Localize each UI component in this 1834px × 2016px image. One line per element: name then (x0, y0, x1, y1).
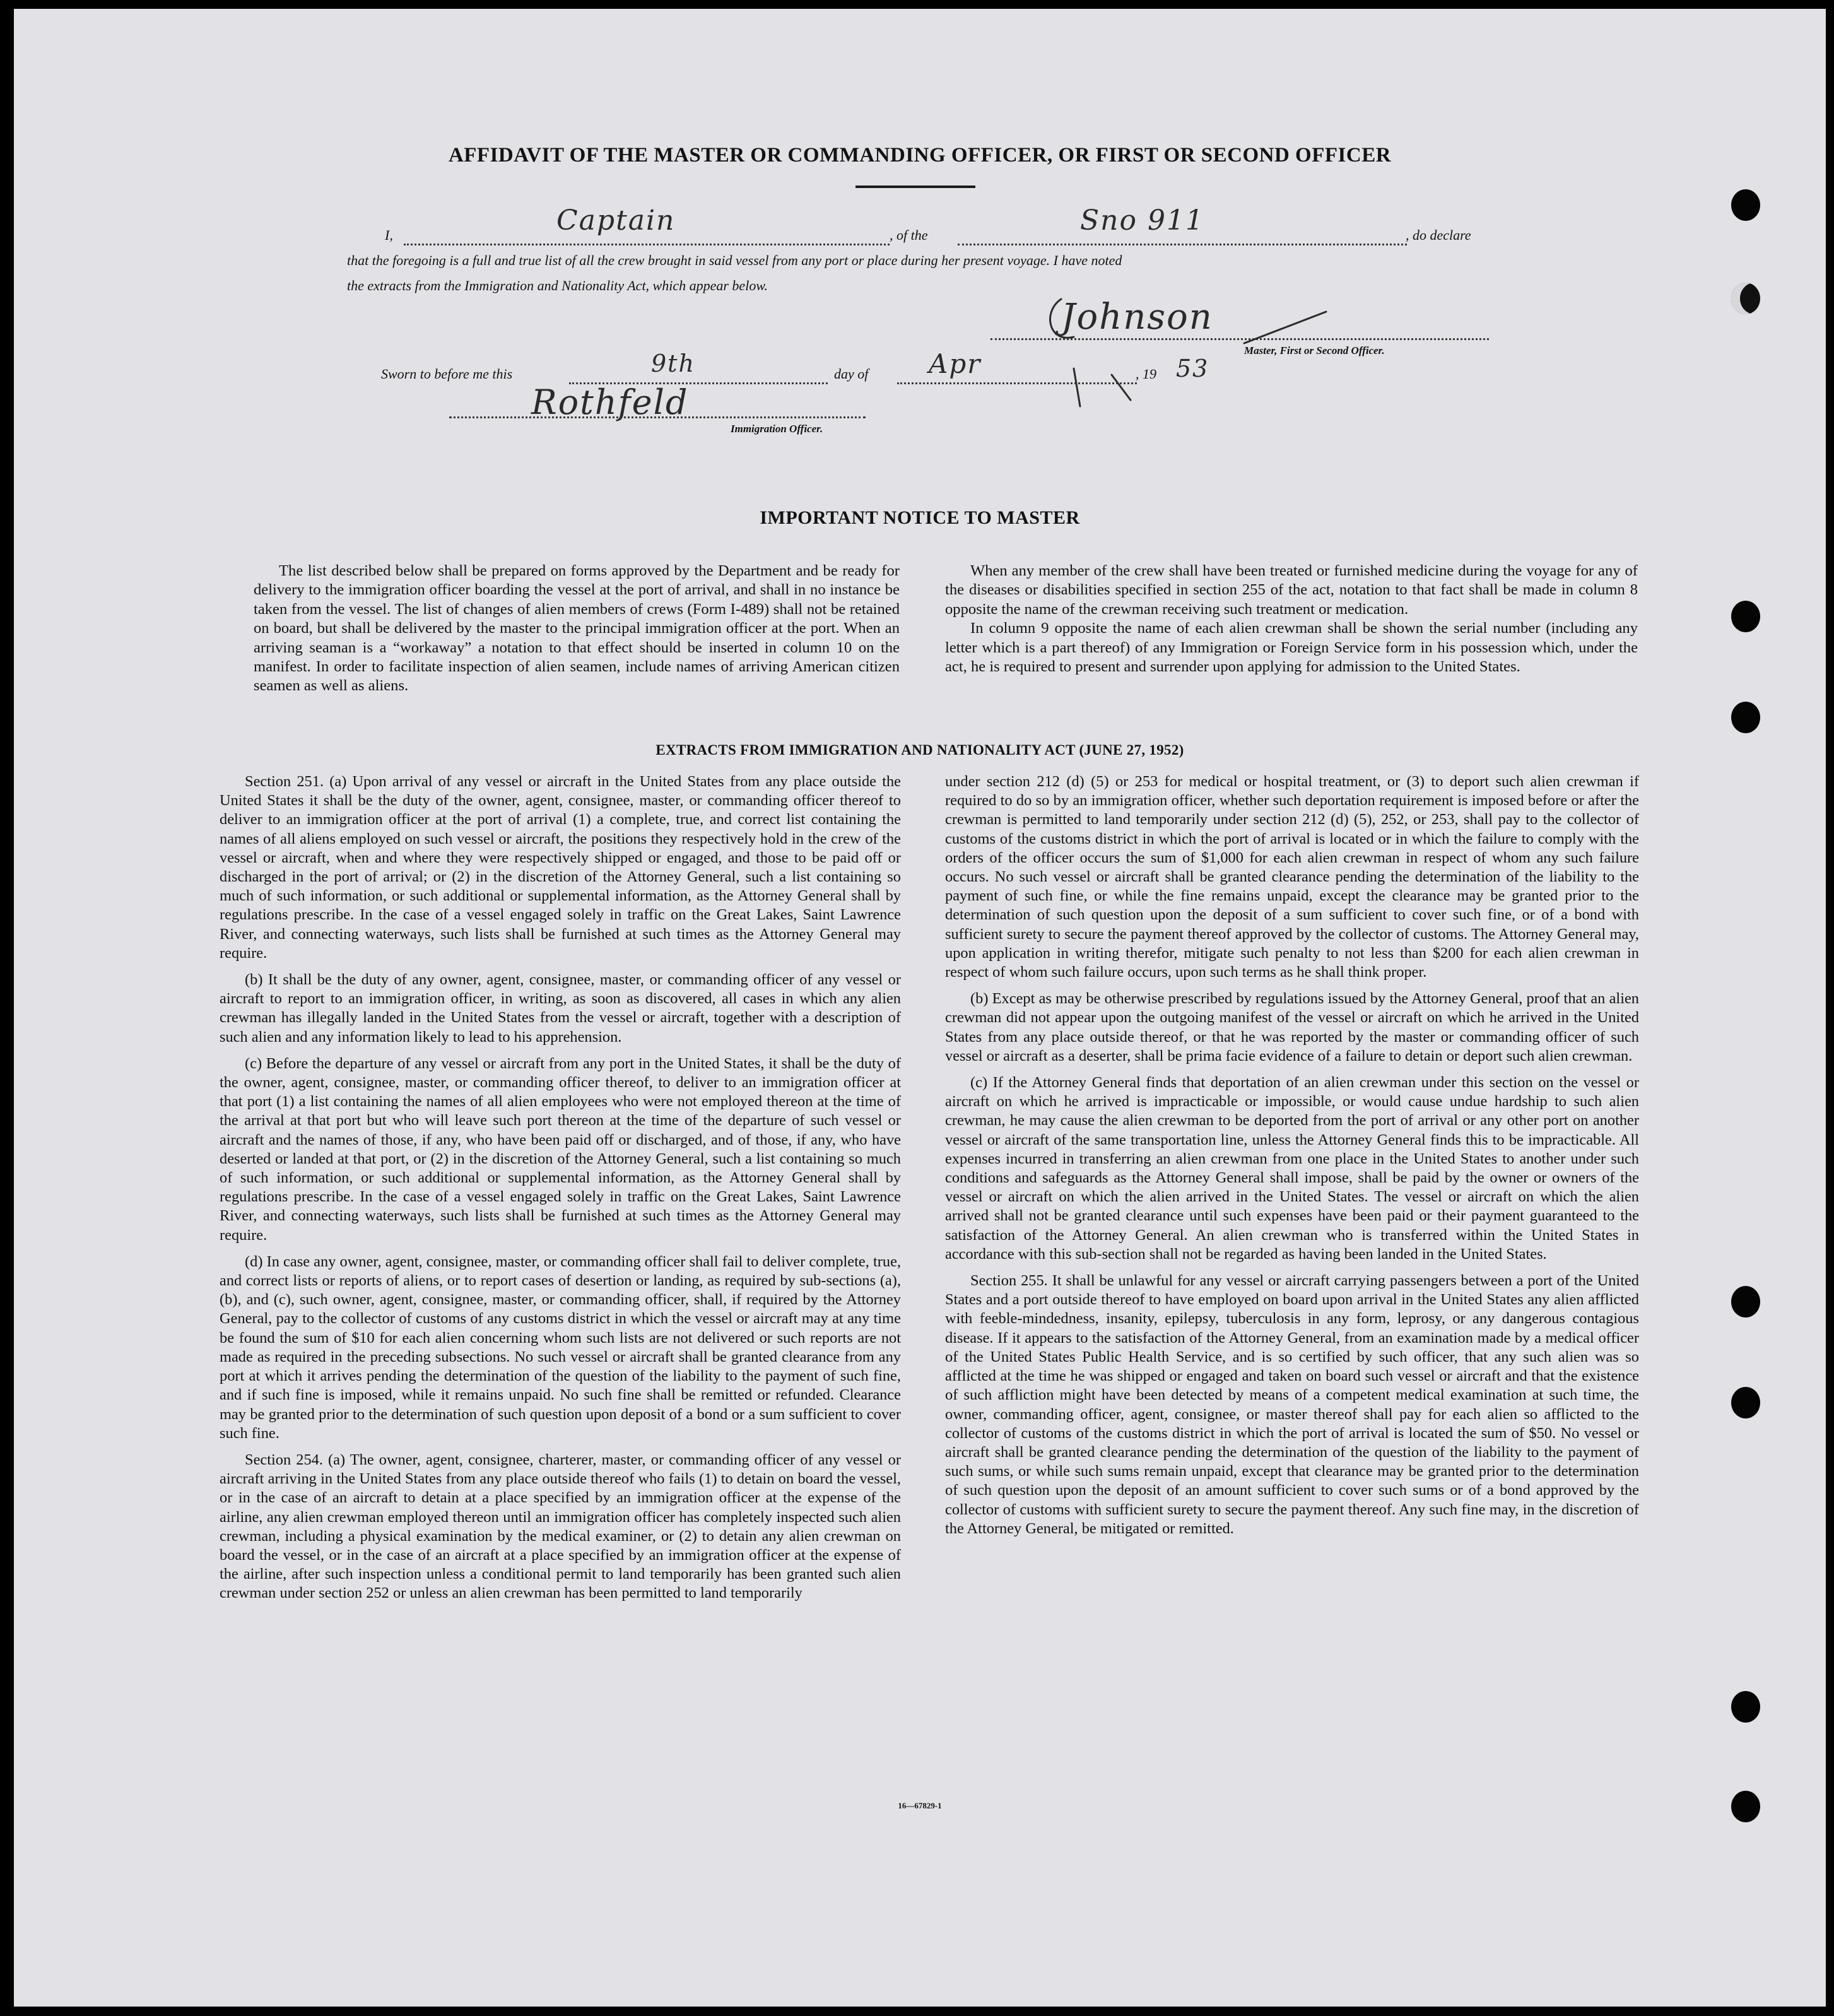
section-254-c: (c) If the Attorney General finds that deportation of an alien crewman under this section on the vessel or aircraft on which he arrived is impracticable or impossible, or would cause undue hardship to such alien crewman, he may cause the alien crewman to be deported from the port of arrival or any other port on another vessel or aircraft of the same transportation line, unless the Attorney General finds this to be impracticable. All expenses incurred in transferring an alien crewman from one place in the United States to another under such conditions and safeguards as the Attorney General shall impose, shall be paid by the owner or owners of the vessel or aircraft on which the alien arrived in the United States. The vessel or aircraft on which the alien arrived shall not be granted clearance until such expenses have been paid or their payment guaranteed to the satisfaction of the Attorney General. An alien crewman who is transferred within the United States in accordance with this sub-section shall not be regarded as having been landed in the United States. (945, 1074, 1639, 1263)
punch-hole (1731, 1791, 1760, 1822)
section-254-b: (b) Except as may be otherwise prescribed by regulations issued by the Attorney General, proof that an alien crewman did not appear upon the outgoing manifest of the vessel or aircraft on which he arrived in the United States from any place outside thereof, or that he was reported by the master or commanding officer of such vessel or aircraft as a deserter, shall be prima facie evidence of a failure to detain or deport such alien crewman. (945, 990, 1639, 1064)
declaration-line-1: that the foregoing is a full and true list of all the crew brought in said vessel from any port or place during her present voyage. I have noted (347, 252, 1122, 268)
punch-hole (1731, 1691, 1760, 1723)
extracts-right-column (945, 772, 1639, 1546)
section-254-a: Section 254. (a) The owner, agent, consignee, charterer, master, or commanding officer of any vessel or aircraft arriving in the United States from any place outside thereof who fails (1) to detain on board the vessel, or in the case of an aircraft to detain at a place specified by an immigration officer at the expense of the airline, any alien crewman employed thereon until an immigration officer has completely inspected such alien crewman, including a physical examination by the medical examiner, or (2) to detain any alien crewman on board the vessel, or in the case of an aircraft at a place specified by an immigration officer at the expense of the airline, after such inspection unless a conditional permit to land temporarily has been granted such alien crewman under section 252 or unless an alien crewman has been permitted to land temporarily (220, 1451, 901, 1602)
affidavit-title: AFFIDAVIT OF THE MASTER OR COMMANDING OFFICER, OR FIRST OR SECOND OFFICER (448, 144, 1392, 167)
label-of-the: , of the (890, 227, 928, 243)
punch-hole (1731, 1387, 1760, 1418)
section-251-c: (c) Before the departure of any vessel or aircraft from any port in the United States, it shall be the duty of the owner, agent, consignee, master, or commanding officer thereof, to deliver to an immigration officer at that port (1) a list containing the names of all alien employees who were not employed thereon at the time of the arrival at that port but who will leave such port thereon at the time of the departure of such vessel or aircraft and the names of those, if any, who have been paid off or discharged, and of those, if any, who have deserted or landed at that port, or (2) in the discretion of the Attorney General, such a list containing so much of such information, or such additional or supplemental information, as the Attorney General shall by regulations prescribe. In the case of a vessel engaged solely in traffic on the Great Lakes, Saint Lawrence River, and connecting waterways, such lists shall be furnished at such times as the Attorney General may require. (220, 1054, 901, 1244)
notice-title: IMPORTANT NOTICE TO MASTER (760, 507, 1080, 528)
punch-hole (1731, 601, 1760, 632)
label-day-of: day of (834, 366, 869, 382)
label-do-declare: , do declare (1406, 227, 1471, 243)
extracts-left-column (220, 772, 901, 1611)
sworn-label: Sworn to before me this (381, 366, 513, 382)
master-signature: Johnson (1061, 297, 1213, 338)
immigration-signature: Rothfeld (531, 382, 689, 422)
notice-right-paragraph-1: When any member of the crew shall have been treated or furnished medicine during the voyage for any of the diseases or disabilities specified in section 255 of the act, notation to that fact shall be made in column 8 opposite the name of the crewman receiving such treatment or medication. (945, 562, 1638, 618)
punch-hole (1731, 283, 1760, 314)
notice-left-paragraph: The list described below shall be prepared on forms approved by the Department and be ready for delivery to the immigration officer boarding the vessel at the port of arrival, and shall in no instance be taken from the vessel. The list of changes of alien members of crews (Form I-489) shall not be retained on board, but shall be delivered by the master to the principal immigration officer at the port. When an arriving seaman is a “workaway” a notation to that effect should be inserted in column 10 on the manifest. In order to facilitate inspection of alien seamen, include names of arriving American citizen seamen as well as aliens. (254, 562, 900, 695)
section-251-b: (b) It shall be the duty of any owner, agent, consignee, master, or commanding officer of any vessel or aircraft to report to an immigration officer, in writing, as soon as discovered, all cases in which any alien crewman has illegally landed in the United States from the vessel or aircraft, together with a description of such alien and any information likely to lead to his apprehension. (220, 971, 901, 1046)
immigration-caption: Immigration Officer. (731, 423, 823, 435)
form-number: 16—67829-1 (898, 1801, 942, 1810)
declaration-line-2: the extracts from the Immigration and Nationality Act, which appear below. (347, 278, 768, 293)
section-251-a: Section 251. (a) Upon arrival of any vessel or aircraft in the United States from any place outside the United States it shall be the duty of the owner, agent, consignee, master, or commanding officer thereof to deliver to an immigration officer at the port of arrival (1) a complete, true, and correct list containing the names of all aliens employed on such vessel or aircraft, the positions they respectively hold in the crew of the vessel or aircraft, when and where they were respectively shipped or engaged, and those to be paid off or discharged in the port of arrival; or (2) in the discretion of the Attorney General, such a list containing so much of such information, or such additional or supplemental information, as the Attorney General shall by regulations prescribe. In the case of a vessel engaged solely in traffic on the Great Lakes, Saint Lawrence River, and connecting waterways, such lists shall be furnished at such times as the Attorney General may require. (220, 773, 901, 962)
section-255: Section 255. It shall be unlawful for any vessel or aircraft carrying passengers between a port of the United States and a port outside thereof to have employed on board upon arrival in the United States any alien afflicted with feeble-mindedness, insanity, epilepsy, tuberculosis in any form, leprosy, or any dangerous contagious disease. If it appears to the satisfaction of the Attorney General, from an examination made by a medical officer of the United States Public Health Service, and is so certified by such officer, that any such alien was so afflicted at the time he was shipped or engaged and taken on board such vessel or aircraft and that the existence of such affliction might have been detected by means of a competent medical examination at such time, the owner, commanding officer, agent, consignee, or master thereof shall pay for each alien so afflicted to the collector of customs of the customs district in which the port of arrival is located the sum of $50. No vessel or aircraft shall be granted clearance pending the determination of the question of the liability to the payment of such sums, or while such sums remain unpaid, except that clearance may be granted prior to the determination of such question upon the deposit of an amount sufficient to cover such sums or of a bond approved by the collector of customs with sufficient surety to secure the payment thereof. Any such fine may, in the discretion of the Attorney General, be mitigated or remitted. (945, 1272, 1639, 1537)
year-prefix: , 19 (1136, 366, 1156, 382)
officer-name-handwritten: Captain (556, 204, 676, 237)
section-254-a-continued: under section 212 (d) (5) or 253 for medical or hospital treatment, or (3) to deport such alien crewman if required to do so by an immigration officer, whether such deportation requirement is imposed before or after the crewman is permitted to land temporarily under section 212 (d) (5), 252, or 253, shall pay to the collector of customs of the customs district in which the port of arrival is located or in which the failure to comply with the orders of the officer occurs the sum of $1,000 for each alien crewman in respect of whom any such failure occurs. No such vessel or aircraft shall be granted clearance pending the determination of the liability to the payment of such fine, or while the fine remains unpaid, except the clearance may be granted prior to the determination of such question upon the deposit of a sum sufficient to cover such fine, or of a bond with sufficient surety to secure the payment thereof approved by the collector of customs. The Attorney General may, upon application in writing therefor, mitigate such penalty to not less than $200 for each alien crewman in respect of whom such failure occurs, upon such terms as he shall think proper. (945, 773, 1639, 981)
punch-hole (1731, 702, 1760, 733)
notice-right-column (945, 562, 1638, 676)
label-i: I, (385, 227, 393, 243)
extracts-title: EXTRACTS FROM IMMIGRATION AND NATIONALITY ACT (JUNE 27, 1952) (655, 742, 1184, 758)
sworn-month-handwritten: Apr (929, 348, 982, 379)
punch-hole (1731, 1286, 1760, 1317)
notice-left-column (254, 562, 900, 696)
sworn-month-line (897, 382, 1137, 384)
punch-hole (1731, 189, 1760, 221)
year-handwritten: 53 (1176, 355, 1209, 382)
title-rule (855, 186, 975, 188)
officer-name-line (404, 244, 890, 245)
vessel-name-handwritten: Sno 911 (1080, 204, 1204, 237)
master-caption: Master, First or Second Officer. (1244, 345, 1385, 357)
document-page (14, 9, 1826, 2007)
vessel-name-line (958, 244, 1407, 245)
section-251-d: (d) In case any owner, agent, consignee, master, or commanding officer shall fail to deliver complete, true, and correct lists or reports of aliens, or to report cases of desertion or landing, as required by sub-sections (a), (b), and (c), such owner, agent, consignee, master, or commanding officer, shall, if required by the Attorney General, pay to the collector of customs of any customs district in which the vessel or aircraft may at any time be found the sum of $10 for each alien concerning whom such lists are not delivered or such reports are not made as required in the preceding subsections. No such vessel or aircraft shall be granted clearance from any port at which it arrives pending the determination of the question of the liability to the payment of such fine, and if such fine is imposed, while it remains unpaid. No such fine shall be remitted or refunded. Clearance may be granted prior to the determination of such question upon deposit of a bond or a sum sufficient to cover such fine. (220, 1253, 901, 1442)
notice-right-paragraph-2: In column 9 opposite the name of each alien crewman shall be shown the serial number (including any letter which is a part thereof) of any Immigration or Foreign Service form in his possession which, under the act, he is required to present and surrender upon applying for admission to the United States. (945, 620, 1638, 676)
sworn-day-handwritten: 9th (651, 350, 695, 377)
